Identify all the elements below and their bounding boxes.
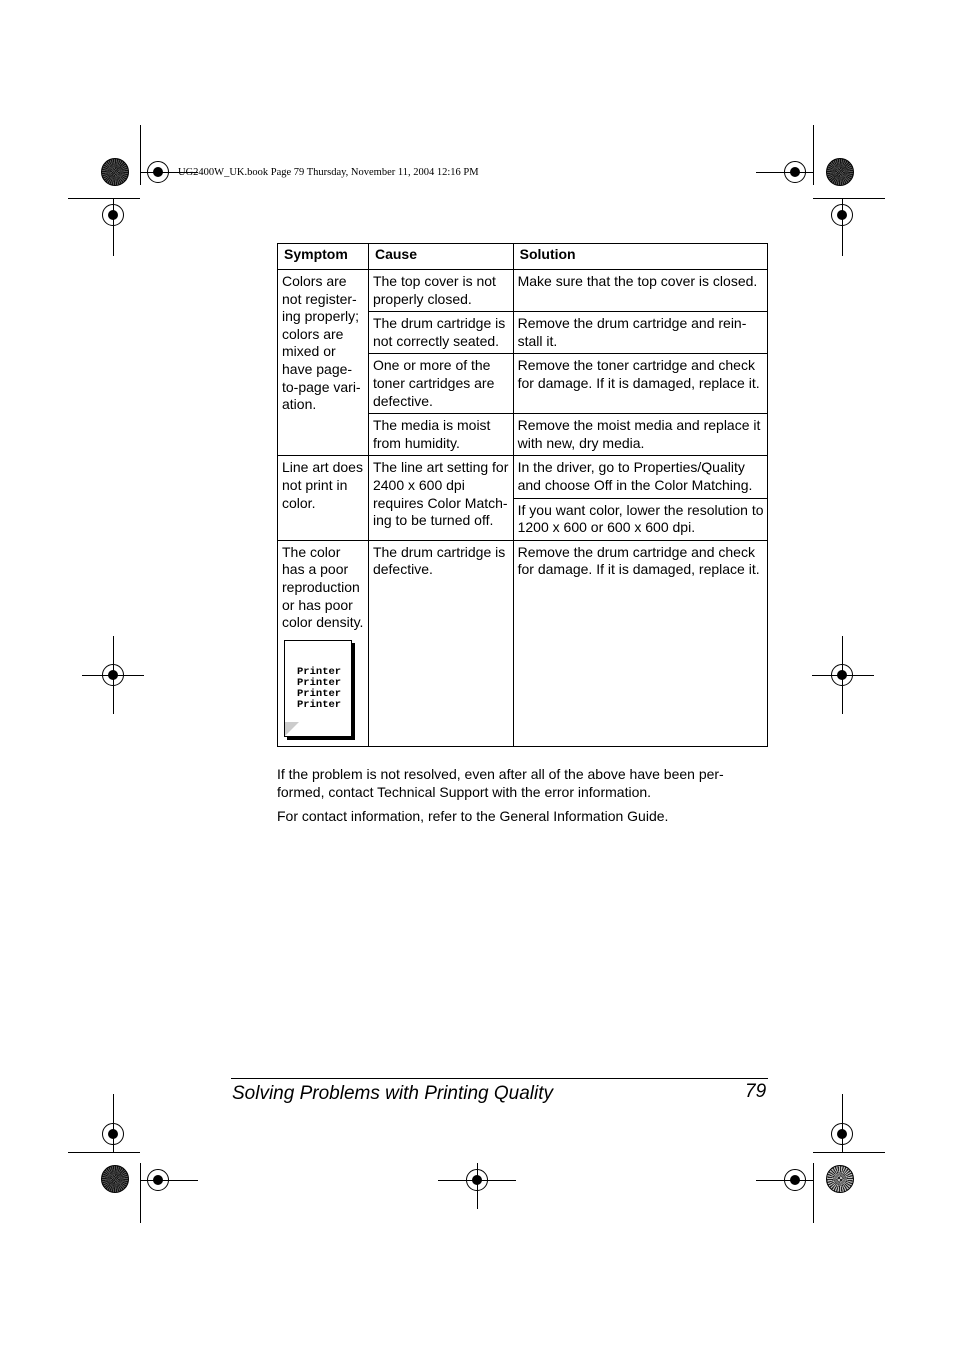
cause-cell: One or more of the toner cartridges are defective. (368, 354, 513, 414)
registration-mark-icon (831, 664, 853, 686)
table-row (278, 270, 768, 312)
troubleshooting-table (277, 243, 768, 747)
print-sample-image (284, 640, 356, 740)
crop-mark (140, 1163, 141, 1223)
crop-mark (140, 125, 141, 185)
crop-mark (68, 198, 140, 199)
solution-cell: Make sure that the top cover is closed. (513, 270, 767, 312)
registration-mark-icon (784, 161, 806, 183)
cause-cell: The top cover is not properly closed. (368, 270, 513, 312)
book-info-header: UG2400W_UK.book Page 79 Thursday, November 11, 2004 12:16 PM (178, 167, 479, 178)
registration-mark-icon (102, 1123, 124, 1145)
registration-mark-icon (147, 1169, 169, 1191)
solution-cell: If you want color, lower the resolution to 1200 x 600 or 600 x 600 dpi. (513, 498, 767, 540)
body-paragraph: If the problem is not resolved, even after all of the above have been per-formed, contact Technical Support with the error information. (277, 766, 724, 800)
registration-mark-icon (102, 204, 124, 226)
crop-mark (813, 1163, 814, 1223)
cause-cell: The media is moist from humidity. (368, 414, 513, 456)
registration-mark-icon (466, 1169, 488, 1191)
registration-mark-icon (147, 161, 169, 183)
symptom-cell: Colors are not register-ing properly; colors are mixed or have page-to-page vari-ation. (278, 270, 369, 456)
column-header-cause: Cause (368, 244, 513, 270)
crop-mark (813, 125, 814, 185)
column-header-symptom: Symptom (278, 244, 369, 270)
registration-star-icon (101, 158, 129, 186)
registration-star-icon (101, 1165, 129, 1193)
sample-line: Printer (297, 665, 342, 678)
registration-mark-icon (831, 1123, 853, 1145)
page-fold (285, 722, 299, 736)
body-paragraph: For contact information, refer to the General Information Guide. (277, 808, 669, 824)
table-row (278, 456, 768, 498)
symptom-text: The color has a poor reproduction or has poor color density. (282, 543, 364, 631)
sample-line: Printer (297, 698, 342, 711)
table-header-row (278, 244, 768, 270)
symptom-cell: Line art does not print in color. (278, 456, 369, 540)
symptom-cell (278, 540, 369, 746)
solution-cell: Remove the moist media and replace it with new, dry media. (513, 414, 767, 456)
registration-star-icon (826, 158, 854, 186)
registration-mark-icon (102, 664, 124, 686)
registration-star-icon (826, 1165, 854, 1193)
page-sheet (284, 640, 352, 737)
solution-cell: Remove the drum cartridge and rein-stall it. (513, 312, 767, 354)
cause-cell: The line art setting for 2400 x 600 dpi requires Color Match-ing to be turned off. (368, 456, 513, 540)
cause-cell: The drum cartridge is defective. (368, 540, 513, 746)
solution-cell: Remove the toner cartridge and check for damage. If it is damaged, replace it. (513, 354, 767, 414)
table-row (278, 540, 768, 746)
sample-text (297, 667, 341, 711)
registration-mark-icon (784, 1169, 806, 1191)
footer-divider (231, 1078, 768, 1079)
sample-line: Printer (297, 687, 342, 700)
crop-mark (813, 198, 885, 199)
column-header-solution: Solution (513, 244, 767, 270)
crop-mark (68, 1152, 140, 1153)
registration-mark-icon (831, 204, 853, 226)
footer-section-title: Solving Problems with Printing Quality (232, 1083, 554, 1104)
crop-mark (813, 1152, 885, 1153)
solution-cell: In the driver, go to Properties/Quality and choose Off in the Color Matching. (513, 456, 767, 498)
cause-cell: The drum cartridge is not correctly seated. (368, 312, 513, 354)
solution-cell: Remove the drum cartridge and check for damage. If it is damaged, replace it. (513, 540, 767, 746)
sample-line: Printer (297, 676, 342, 689)
page-number: 79 (745, 1081, 767, 1102)
